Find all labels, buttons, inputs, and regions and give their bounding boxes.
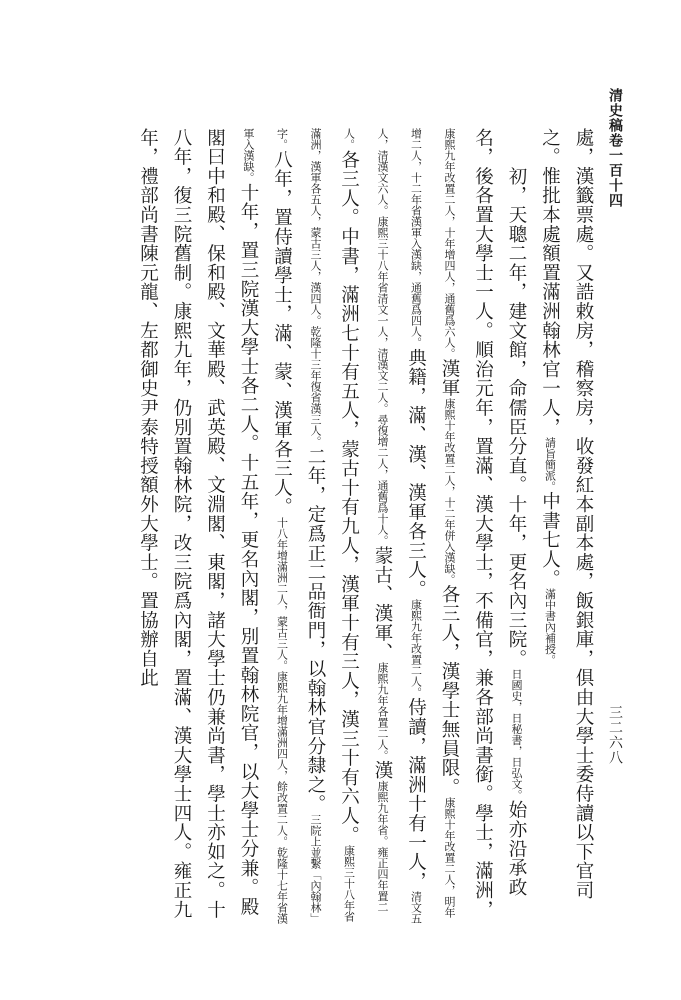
paragraph-2-text: 初，天聰二年，建文館，命儒臣分直。十年，更名內三院。	[506, 166, 527, 669]
paragraph-2-text: 侍讀，滿洲十有一人，	[405, 697, 427, 891]
body-text	[60, 128, 600, 928]
paragraph-2-text: 始亦沿承政名，後各置大學士一人。順治元年，置滿、漢大學士，不備官，兼各部尚書銜。學士，滿洲，	[472, 128, 527, 920]
annotation: 十八年增滿洲二人，蒙古三人。康熙九年增滿洲四人，餘改置二人。乾隆十七年省漢軍入漢缺。	[242, 128, 289, 924]
annotation: 康熙三十八年省滿洲，漢軍各五人，蒙古三人，漢四人。乾隆十三年復省漢三人。	[309, 128, 356, 922]
running-title: 清史稿卷一百十四	[607, 88, 623, 208]
page-number: 三二六八	[607, 705, 623, 765]
annotation: 康熙九年改置二人。	[409, 598, 423, 698]
annotation: 康熙九年各置二人。	[376, 661, 389, 761]
paragraph-2-text: 二年，定爲正二品衙門，以翰林官分隸之。	[305, 447, 326, 814]
paragraph-2-text: 漢軍	[439, 359, 460, 398]
annotation: 康熙十年改置二人，十二年併入漢缺。	[443, 397, 456, 585]
paragraph-1-text: 處，漢籤票處。又誥敕房，稽察房，收發紅本副本處，飯銀庫，俱由大學士委侍讀以下官司之。惟批本處額置滿洲翰林官一人，	[539, 128, 594, 900]
annotation: 康熙十年改置二人，明年增二人，十二年省漢軍入漢缺，通舊爲四人。	[409, 128, 456, 918]
paragraph-2-text: 典籍，滿、漢、漢軍各三人。	[405, 348, 427, 599]
annotation: 三院上並繫「內翰林」字。	[275, 128, 322, 924]
annotation: 日國史，日秘書，日弘文。	[510, 668, 523, 801]
paragraph-2-text: 八年，置侍讀學士，滿、蒙、漢軍各三人。	[271, 150, 293, 517]
annotation: 滿中書內補授。	[543, 588, 557, 666]
paragraph-1-text: 中書七人。	[539, 491, 561, 589]
paragraph-2-text: 各三人，漢學士無員限。	[439, 584, 460, 797]
paragraph-2-text: 十年，置三院漢大學士各二人。十五年，更名內閣，別置翰林院官，以大學士分兼。殿閣曰中和殿、保和殿、文華殿、武英殿、文淵閣、東閣，諸大學士仍兼尚書，學士亦如之。十八年，復三院舊制。康熙九年，仍別置翰林院，改三院爲內閣，置滿、漢大學士四人。雍正九年，禮部尚書陳元龍、左都御史尹泰特授額外大學士。置協辦自此	[137, 128, 259, 920]
paragraph-2-text: 蒙古、漢軍、	[372, 546, 393, 662]
paragraph-2-text: 各三人。中書，滿洲七十有五人，蒙古十有九人，漢軍十有三人，漢三十有六人。	[338, 150, 360, 845]
annotation: 請旨簡派。	[543, 436, 557, 492]
paragraph-2-text: 漢	[372, 760, 393, 781]
annotation: 康熙九年省。雍正四年置二人。	[342, 128, 389, 913]
annotation: 康熙九年改置二人，十年增四人，通舊爲六人。	[443, 128, 456, 359]
annotation: 清文五人，清漢文六人。康熙三十八年省清文一人，清漢文二人。尋復增二人，通舊爲十人。	[376, 128, 423, 924]
